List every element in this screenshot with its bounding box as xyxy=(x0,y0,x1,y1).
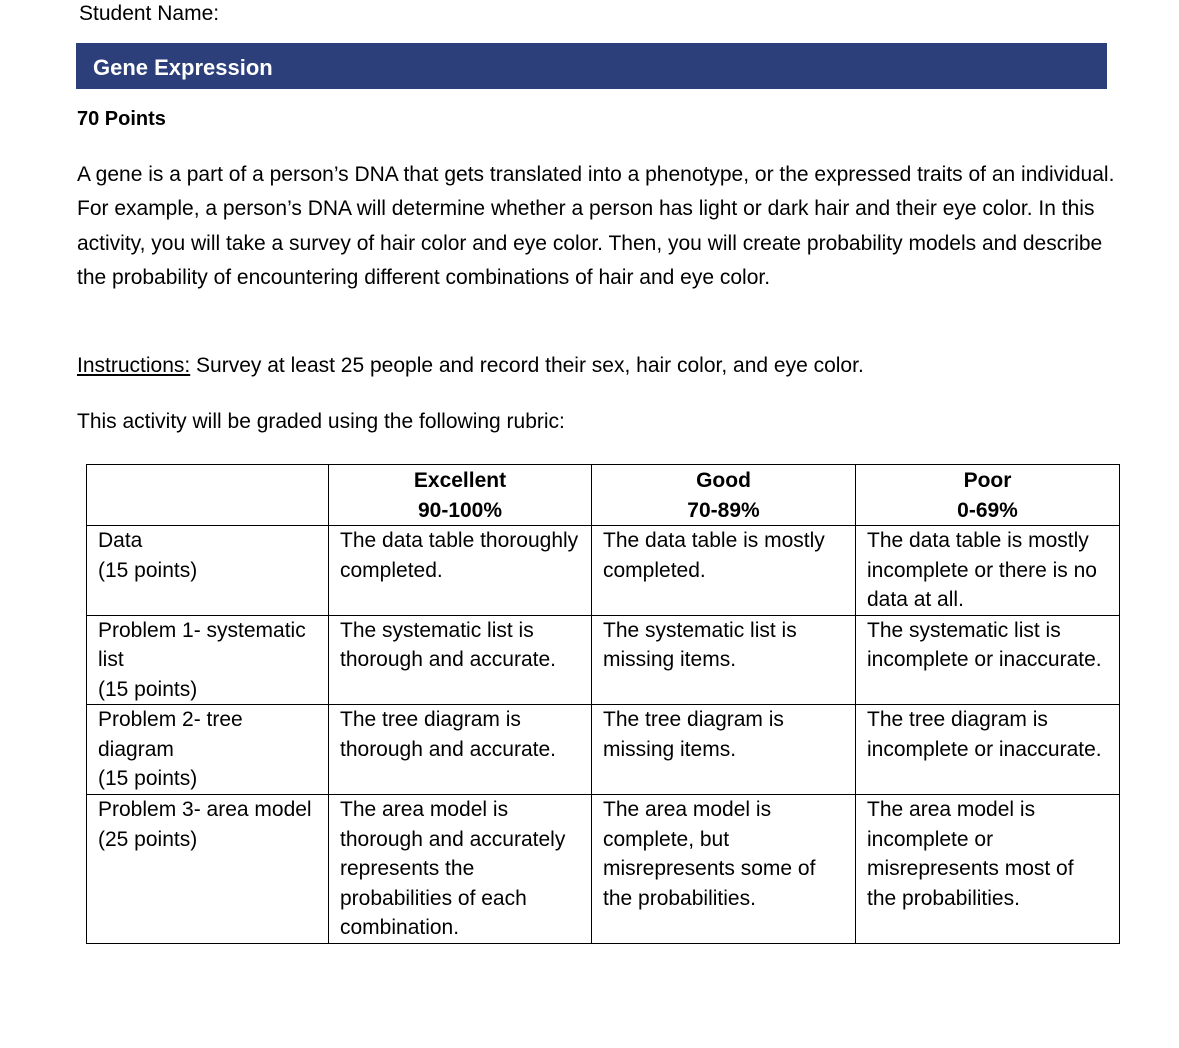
criterion-name: Problem 2- tree diagram xyxy=(98,708,243,761)
column-range: 0-69% xyxy=(957,498,1018,522)
excellent-cell: The area model is thorough and accurately represents the probabilities of each combination. xyxy=(329,795,592,944)
table-row xyxy=(87,795,1120,944)
table-row xyxy=(87,615,1120,705)
instructions-text: Survey at least 25 people and record their sex, hair color, and eye color. xyxy=(190,354,864,377)
rubric-table xyxy=(86,464,1120,944)
criterion-cell xyxy=(87,705,329,795)
rubric-header-excellent xyxy=(329,465,592,526)
column-label: Good xyxy=(696,469,751,492)
criterion-name: Data xyxy=(98,529,143,552)
excellent-cell: The tree diagram is thorough and accurate. xyxy=(329,705,592,795)
rubric-header-row xyxy=(87,465,1120,526)
poor-cell: The area model is incomplete or misrepresents most of the probabilities. xyxy=(856,795,1120,944)
column-range: 70-89% xyxy=(687,498,760,522)
student-name-label: Student Name: xyxy=(79,2,220,25)
good-cell: The data table is mostly completed. xyxy=(592,526,856,616)
table-row xyxy=(87,705,1120,795)
column-label: Poor xyxy=(963,469,1012,492)
criterion-points: (15 points) xyxy=(98,558,198,582)
poor-cell: The systematic list is incomplete or inaccurate. xyxy=(856,615,1120,705)
page-title: Gene Expression xyxy=(93,55,273,80)
criterion-cell xyxy=(87,615,329,705)
intro-paragraph: A gene is a part of a person’s DNA that gets translated into a phenotype, or the expressed traits of an individual. For example, a person’s DNA will determine whether a person has light or dark hair and their eye color. In this activity, you will take a survey of hair color and eye color. Then, you will create probability models and describe the probability of encountering different combinations of hair and eye color. xyxy=(77,163,1115,289)
instructions xyxy=(77,354,864,378)
excellent-cell: The systematic list is thorough and accurate. xyxy=(329,615,592,705)
rubric-header-empty xyxy=(87,465,329,526)
good-cell: The systematic list is missing items. xyxy=(592,615,856,705)
criterion-points: (25 points) xyxy=(98,827,198,851)
criterion-points: (15 points) xyxy=(98,677,198,701)
column-range: 90-100% xyxy=(417,498,503,522)
table-row xyxy=(87,526,1120,616)
criterion-cell xyxy=(87,795,329,944)
excellent-cell: The data table thoroughly completed. xyxy=(329,526,592,616)
rubric-header-poor xyxy=(856,465,1120,526)
criterion-cell xyxy=(87,526,329,616)
total-points: 70 Points xyxy=(77,108,166,130)
criterion-name: Problem 1- systematic list xyxy=(98,618,306,671)
criterion-points: (15 points) xyxy=(98,767,198,790)
poor-cell: The data table is mostly incomplete or there is no data at all. xyxy=(856,526,1120,616)
column-label: Excellent xyxy=(413,469,507,492)
good-cell: The area model is complete, but misrepresents some of the probabilities. xyxy=(592,795,856,944)
poor-cell: The tree diagram is incomplete or inaccurate. xyxy=(856,705,1120,795)
rubric-intro: This activity will be graded using the following rubric: xyxy=(77,410,565,433)
rubric-header-good xyxy=(592,465,856,526)
criterion-name: Problem 3- area model xyxy=(98,798,312,821)
instructions-label: Instructions: xyxy=(77,354,191,377)
title-banner xyxy=(76,43,1107,89)
good-cell: The tree diagram is missing items. xyxy=(592,705,856,795)
